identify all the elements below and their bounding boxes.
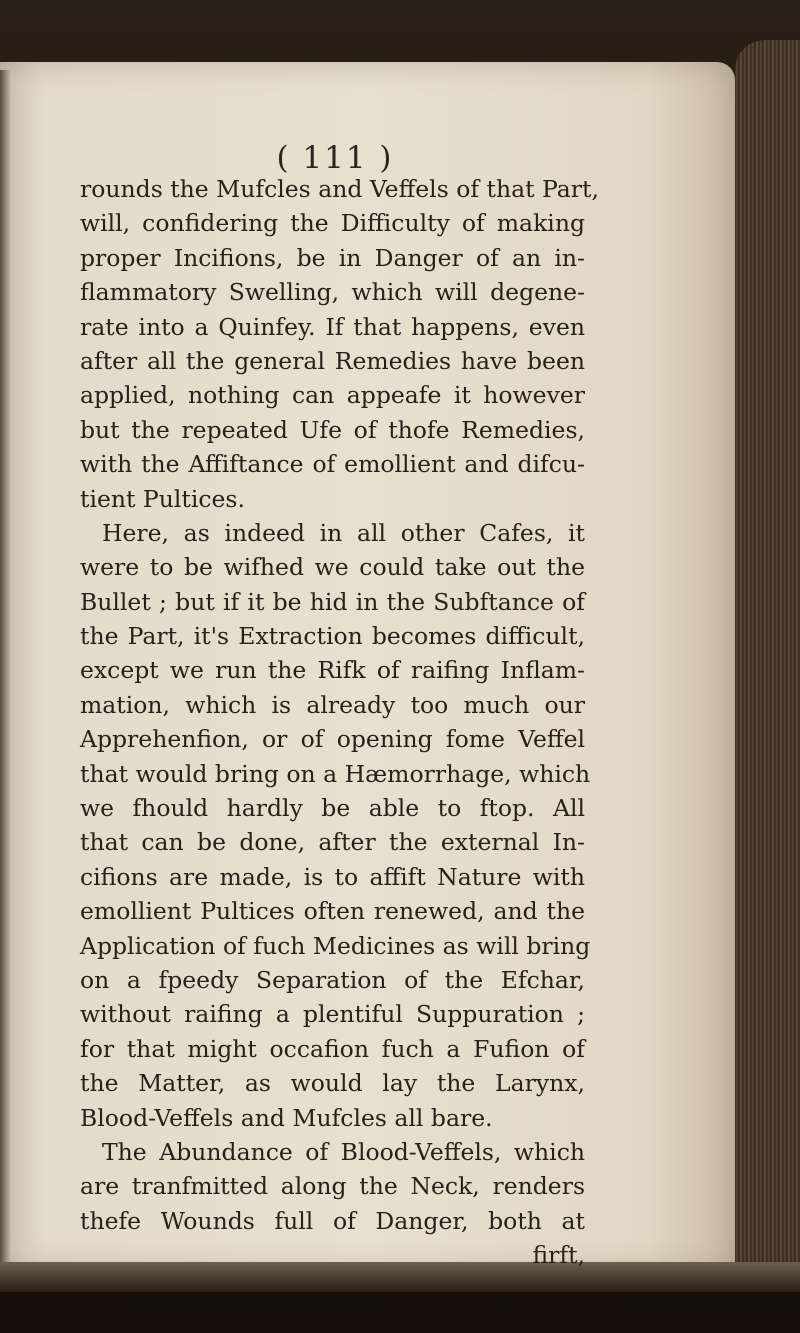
text-line: emollient Pultices often renewed, and the bbox=[80, 897, 585, 926]
text-line: rate into a Quinfey. If that happens, even bbox=[80, 312, 585, 341]
text-line: Here, as indeed in all other Cafes, it bbox=[102, 518, 585, 547]
text-line: that would bring on a Hæmorrhage, which bbox=[80, 759, 591, 788]
catchword: firft, bbox=[532, 1241, 585, 1270]
text-line: rounds the Mufcles and Veffels of that Part, bbox=[80, 175, 599, 203]
text-line: are tranfmitted along the Neck, renders bbox=[80, 1172, 585, 1201]
text-line: that can be done, after the external In- bbox=[80, 828, 585, 857]
page-edges bbox=[735, 40, 800, 1280]
text-line: on a fpeedy Separation of the Efchar, bbox=[80, 965, 585, 994]
text-line: Apprehenfion, or of opening fome Veffel bbox=[80, 725, 585, 754]
text-line: cifions are made, is to affift Nature with bbox=[80, 862, 585, 891]
text-line: for that might occafion fuch a Fufion of bbox=[80, 1034, 585, 1063]
text-line: Bullet ; but if it be hid in the Subftance of bbox=[80, 587, 585, 616]
text-line: The Abundance of Blood-Veffels, which bbox=[102, 1137, 585, 1166]
text-line: the Part, it's Extraction becomes difficult, bbox=[80, 622, 585, 651]
text-line: with the Affiftance of emollient and difcu- bbox=[80, 450, 585, 479]
text-line: Blood-Veffels and Mufcles all bare. bbox=[80, 1103, 493, 1132]
text-line: mation, which is already too much our bbox=[80, 690, 585, 719]
text-line: thefe Wounds full of Danger, both at bbox=[80, 1206, 585, 1235]
body-text bbox=[80, 172, 599, 1273]
text-line: flammatory Swelling, which will degene- bbox=[80, 278, 585, 307]
text-line: Application of fuch Medicines as will bring bbox=[80, 931, 591, 960]
text-line: were to be wifhed we could take out the bbox=[80, 553, 585, 582]
left-binding-edge bbox=[0, 70, 10, 1270]
text-line: without raifing a plentiful Suppuration ; bbox=[80, 1000, 585, 1029]
text-line: except we run the Rifk of raifing Inflam- bbox=[80, 656, 585, 685]
page-number: ( 111 ) bbox=[276, 140, 394, 176]
text-line: proper Incifions, be in Danger of an in- bbox=[80, 243, 585, 272]
text-line: will, confidering the Difficulty of making bbox=[80, 209, 585, 238]
text-line: applied, nothing can appeafe it however bbox=[80, 381, 585, 410]
text-line: tient Pultices. bbox=[80, 484, 245, 513]
text-line: the Matter, as would lay the Larynx, bbox=[80, 1069, 585, 1098]
text-line: after all the general Remedies have been bbox=[80, 346, 585, 375]
text-line: we fhould hardly be able to ftop. All bbox=[80, 794, 585, 823]
text-line: but the repeated Ufe of thofe Remedies, bbox=[80, 415, 585, 444]
